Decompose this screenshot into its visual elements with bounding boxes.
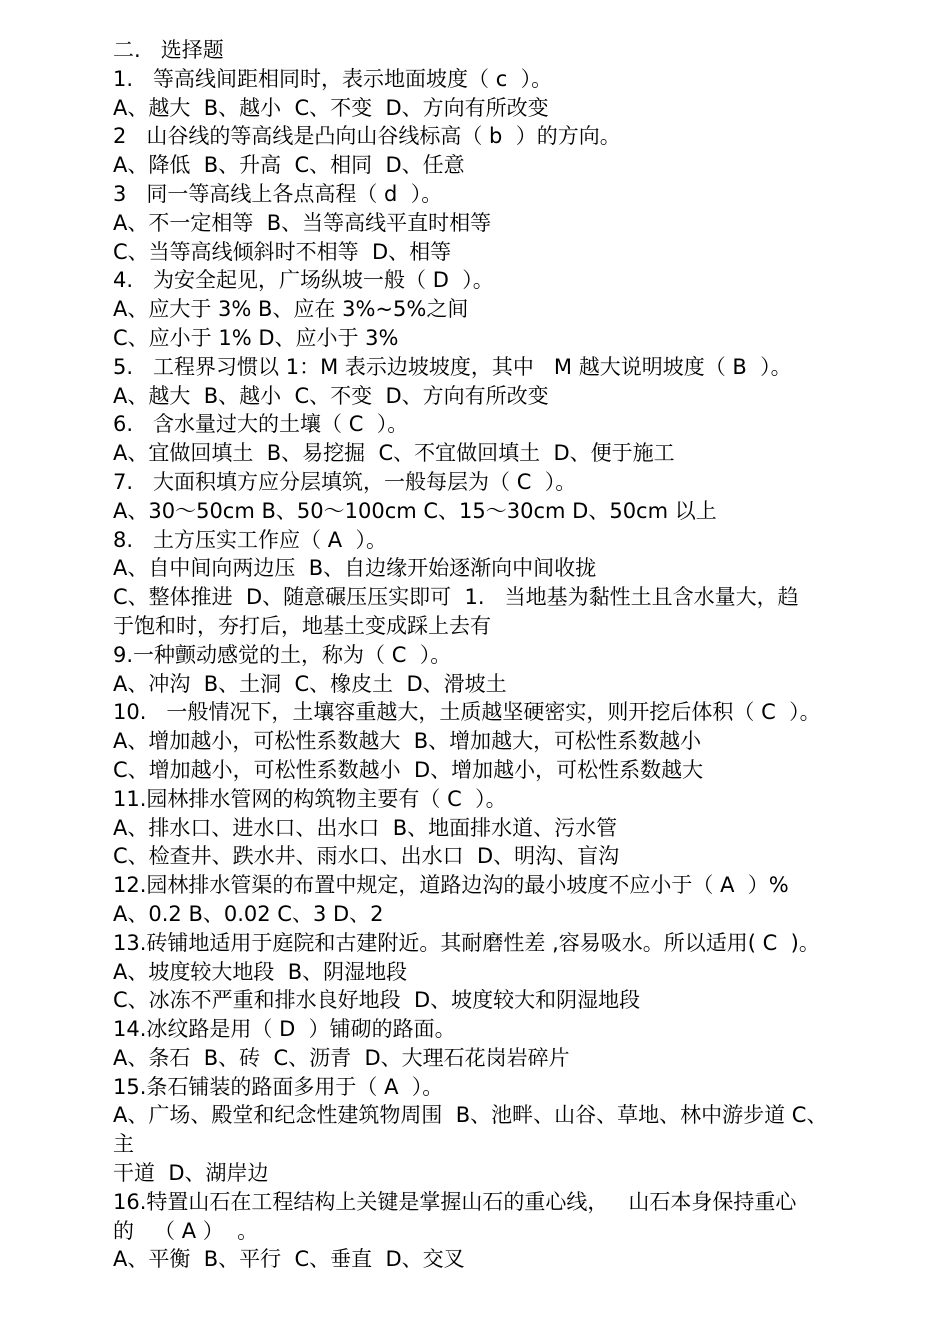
text-line: A、越大 B、越小 C、不变 D、方向有所改变 bbox=[113, 95, 549, 120]
text-line: 10. 一般情况下，土壤容重越大，土质越坚硬密实，则开挖后体积（ C ）。 bbox=[113, 700, 821, 725]
text-line: C、检查井、跌水井、雨水口、出水口 D、明沟、盲沟 bbox=[113, 844, 620, 869]
text-line: A、不一定相等 B、当等高线平直时相等 bbox=[113, 210, 492, 235]
text-line: C、应小于 1% D、应小于 3% bbox=[113, 325, 399, 350]
text-line: 13.砖铺地适用于庭院和古建附近。其耐磨性差 ,容易吸水。所以适用( C )。 bbox=[113, 930, 820, 955]
text-line: A、应大于 3% B、应在 3%~5%之间 bbox=[113, 297, 469, 322]
text-line: A、30～50cm B、50～100cm C、15～30cm D、50cm 以上 bbox=[113, 498, 717, 523]
text-line: 4. 为安全起见，广场纵坡一般（ D ）。 bbox=[113, 268, 494, 293]
text-line: 干道 D、湖岸边 bbox=[113, 1161, 269, 1186]
text-line: C、当等高线倾斜时不相等 D、相等 bbox=[113, 239, 452, 264]
text-line: A、冲沟 B、土洞 C、橡皮土 D、滑坡土 bbox=[113, 671, 507, 696]
text-line: 6. 含水量过大的土壤（ C ）。 bbox=[113, 412, 409, 437]
text-line: 3 同一等高线上各点高程（ d ）。 bbox=[113, 181, 443, 206]
text-line: A、自中间向两边压 B、自边缘开始逐渐向中间收拢 bbox=[113, 556, 597, 581]
document-page bbox=[113, 36, 843, 1274]
text-line: 12.园林排水管渠的布置中规定，道路边沟的最小坡度不应小于（ A ）% bbox=[113, 873, 789, 898]
text-line: C、增加越小，可松性系数越小 D、增加越小，可松性系数越大 bbox=[113, 757, 704, 782]
text-line: 9.一种颤动感觉的土，称为（ C ）。 bbox=[113, 642, 452, 667]
text-line: 的 （ A ） 。 bbox=[113, 1218, 259, 1243]
text-line: 2 山谷线的等高线是凸向山谷线标高（ b ）的方向。 bbox=[113, 124, 621, 149]
text-line: 16.特置山石在工程结构上关键是掌握山石的重心线， 山石本身保持重心 bbox=[113, 1189, 797, 1214]
text-line: 1. 等高线间距相同时，表示地面坡度（ c ）。 bbox=[113, 66, 553, 91]
text-line: 8. 土方压实工作应（ A ）。 bbox=[113, 527, 387, 552]
text-line: 主 bbox=[113, 1132, 134, 1157]
text-line: A、条石 B、砖 C、沥青 D、大理石花岗岩碎片 bbox=[113, 1045, 570, 1070]
text-line: 11.园林排水管网的构筑物主要有（ C ）。 bbox=[113, 786, 507, 811]
text-line: 5. 工程界习惯以 1：M 表示边坡坡度，其中 M 越大说明坡度（ B ）。 bbox=[113, 354, 792, 379]
text-line: 7. 大面积填方应分层填筑，一般每层为（ C ）。 bbox=[113, 469, 577, 494]
text-line: A、0.2 B、0.02 C、3 D、2 bbox=[113, 901, 384, 926]
text-line: 于饱和时，夯打后，地基土变成踩上去有 bbox=[113, 613, 491, 638]
text-line: 15.条石铺装的路面多用于（ A ）。 bbox=[113, 1074, 444, 1099]
text-line: A、平衡 B、平行 C、垂直 D、交叉 bbox=[113, 1247, 465, 1272]
text-line: A、越大 B、越小 C、不变 D、方向有所改变 bbox=[113, 383, 549, 408]
text-line: 14.冰纹路是用（ D ）铺砌的路面。 bbox=[113, 1017, 456, 1042]
text-line: A、广场、殿堂和纪念性建筑物周围 B、池畔、山谷、草地、林中游步道 C、 bbox=[113, 1103, 828, 1128]
text-line: A、降低 B、升高 C、相同 D、任意 bbox=[113, 153, 465, 178]
text-line: A、坡度较大地段 B、阴湿地段 bbox=[113, 959, 408, 984]
text-line: A、宜做回填土 B、易挖掘 C、不宜做回填土 D、便于施工 bbox=[113, 441, 675, 466]
text-line: 二. 选择题 bbox=[113, 38, 224, 62]
text-line: C、冰冻不严重和排水良好地段 D、坡度较大和阴湿地段 bbox=[113, 988, 641, 1013]
text-line: A、增加越小，可松性系数越大 B、增加越大，可松性系数越小 bbox=[113, 729, 702, 754]
text-line: C、整体推进 D、随意碾压压实即可 1. 当地基为黏性土且含水量大，趋 bbox=[113, 585, 799, 610]
text-line: A、排水口、进水口、出水口 B、地面排水道、污水管 bbox=[113, 815, 618, 840]
